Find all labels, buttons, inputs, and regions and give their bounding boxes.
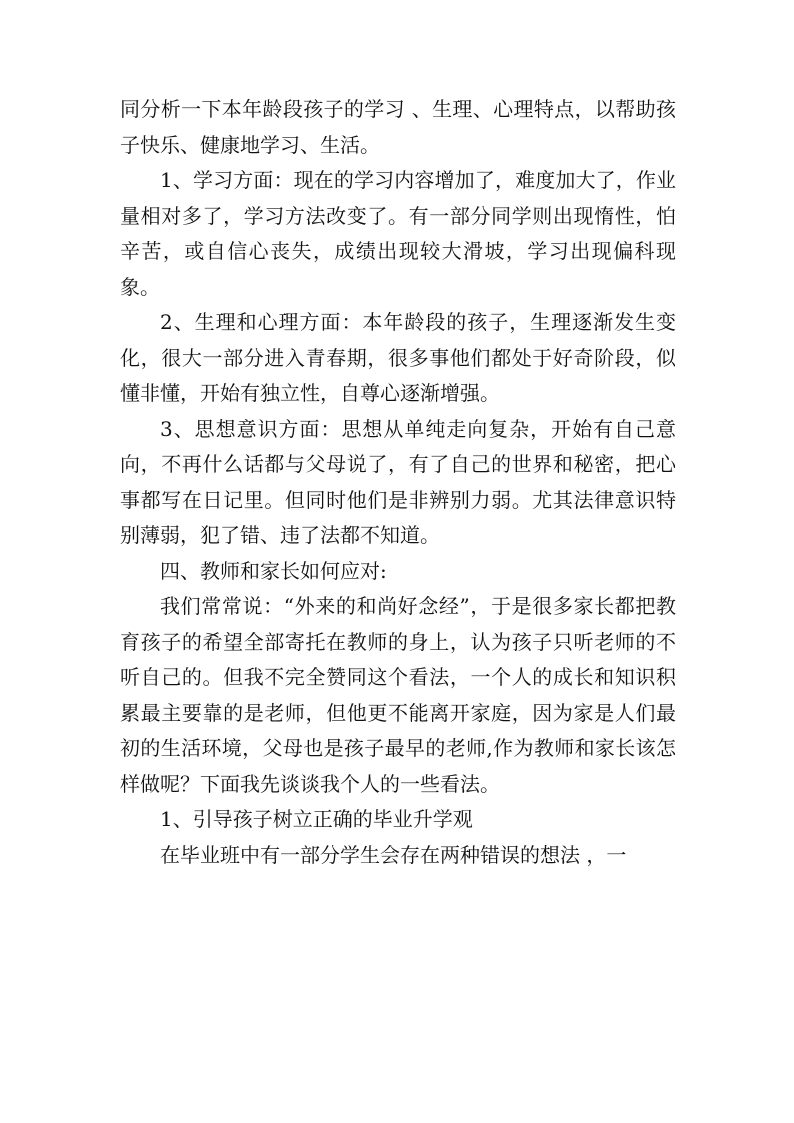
paragraph-study-aspect: 1、学习方面：现在的学习内容增加了，难度加大了，作业量相对多了，学习方法改变了。有一部分同学则出现惰性，怕辛苦，或自信心丧失，成绩出现较大滑坡，学习出现偏科现象。	[120, 168, 676, 299]
paragraph-teachers-parents: 我们常常说：“外来的和尚好念经”，于是很多家长都把教育孩子的希望全部寄托在教师的身上，认为孩子只听老师的不听自己的。但我不完全赞同这个看法，一个人的成长和知识积累最主要靠的是老师，但他更不能离开家庭，因为家是人们最初的生活环境，父母也是孩子最早的老师,作为教师和家长该怎样做呢？下面我先谈谈我个人的一些看法。	[120, 594, 676, 796]
document-body	[120, 92, 676, 873]
paragraph-graduating-class: 在毕业班中有一部分学生会存在两种错误的想法 ，一	[160, 842, 627, 867]
paragraph-ideology: 3、思想意识方面：思想从单纯走向复杂，开始有自己意向，不再什么话都与父母说了，有了自己的世界和秘密，把心事都写在日记里。但同时他们是非辨别力弱。尤其法律意识特别薄弱，犯了错、违了法都不知道。	[120, 416, 676, 547]
paragraph-continuation: 同分析一下本年龄段孩子的学习 、生理、心理特点，以帮助孩子快乐、健康地学习、生活。	[120, 97, 676, 157]
paragraph-physiology-psychology: 2、生理和心理方面：本年龄段的孩子，生理逐渐发生变化，很大一部分进入青春期，很多事他们都处于好奇阶段，似懂非懂，开始有独立性，自尊心逐渐增强。	[120, 310, 676, 405]
subheading-guidance: 1、引导孩子树立正确的毕业升学观	[160, 807, 473, 831]
section-heading-four: 四、教师和家长如何应对:	[160, 558, 387, 583]
